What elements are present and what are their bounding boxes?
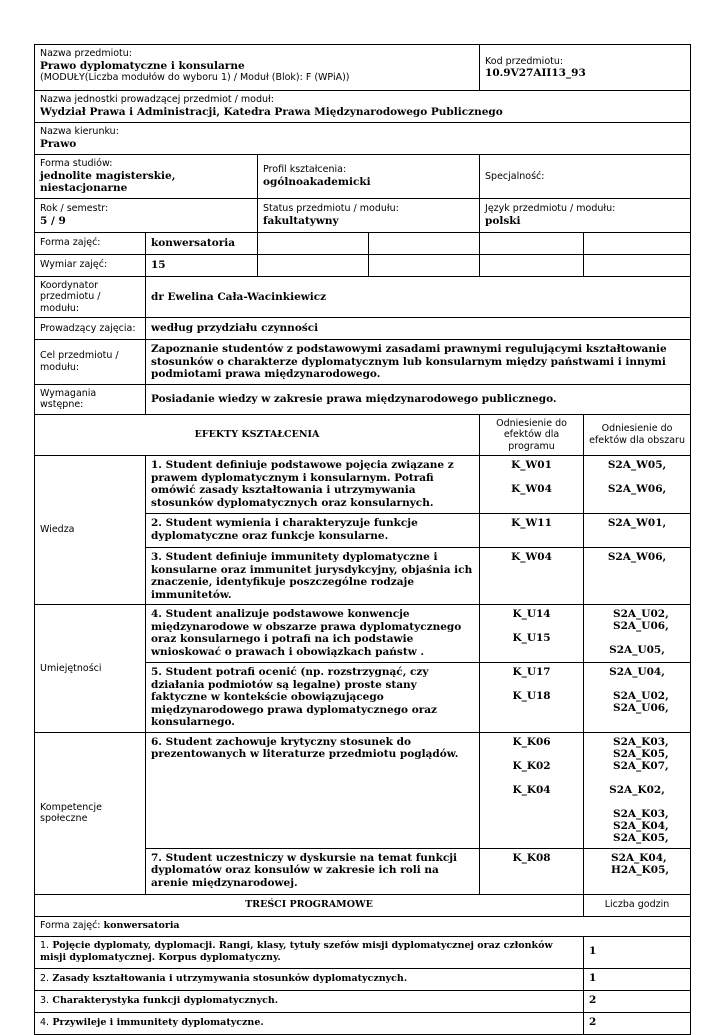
area-code: S2A_K04, H2A_K05, — [611, 851, 670, 876]
classes-row — [35, 232, 691, 254]
code-value: 10.9V27AII13_93 — [485, 67, 586, 79]
content-item-row — [35, 968, 691, 990]
content-item-hours: 1 — [584, 936, 691, 968]
hours-empty-3 — [480, 254, 584, 276]
content-hours-col: Liczba godzin — [584, 894, 691, 916]
effect-category-knowledge: Wiedza — [35, 456, 146, 605]
area-code: S2A_W01, — [607, 517, 667, 529]
profile-label: Profil kształcenia: — [263, 164, 347, 176]
area-code: S2A_W06, — [607, 551, 667, 563]
area-code: S2A_U05, — [609, 644, 665, 656]
spec-label: Specjalność: — [485, 170, 545, 182]
area-code: S2A_K03, S2A_K05, S2A_K07, — [613, 735, 669, 772]
unit-cell — [35, 91, 691, 123]
content-item — [35, 936, 584, 968]
form-value: jednolite magisterskie, niestacjonarne — [40, 169, 176, 194]
effect-area-codes — [584, 663, 691, 733]
status-value: fakultatywny — [263, 214, 339, 227]
program-code: K_K04 — [512, 783, 551, 796]
field-value: Prawo — [40, 137, 77, 150]
goal-label: Cel przedmiotu / modułu: — [35, 340, 146, 385]
unit-row — [35, 91, 691, 123]
effect-text: 2. Student wymienia i charakteryzuje funkcje dyplomatyczne oraz funkcje konsularne. — [146, 514, 480, 548]
hours-value: 15 — [146, 254, 258, 276]
content-form-row — [35, 916, 691, 936]
form-label: Forma studiów: — [40, 158, 113, 169]
profile-cell — [258, 155, 480, 199]
classes-empty-2 — [369, 232, 480, 254]
content-item — [35, 968, 584, 990]
effect-category-social: Kompetencje społeczne — [35, 732, 146, 894]
effect-text: 5. Student potrafi ocenić (np. rozstrzygnąć, czy działania podmiotów są legalne) proste stany faktyczne w kontekście obowiązującego międzynarodowego prawa dyplomatycznego oraz konsularnego. — [146, 663, 480, 733]
effect-area-codes — [584, 514, 691, 548]
unit-value: Wydział Prawa i Administracji, Katedra Prawa Międzynarodowego Publicznego — [40, 105, 503, 118]
program-code: K_K06 — [512, 735, 551, 748]
effects-title: EFEKTY KSZTAŁCENIA — [35, 414, 480, 456]
field-row — [35, 123, 691, 155]
content-item-hours: 1 — [584, 968, 691, 990]
program-code: K_K08 — [512, 851, 551, 864]
content-item-text: Przywileje i immunitety dyplomatyczne. — [52, 1017, 264, 1028]
content-item-number: 3. — [40, 995, 50, 1006]
effect-row — [35, 605, 691, 663]
goal-row — [35, 340, 691, 385]
effect-row — [35, 456, 691, 514]
content-item — [35, 990, 584, 1012]
effect-area-codes — [584, 848, 691, 894]
classes-empty-4 — [584, 232, 691, 254]
content-header-row — [35, 894, 691, 916]
effect-program-codes — [480, 732, 584, 848]
status-label: Status przedmiotu / modułu: — [263, 203, 399, 214]
hours-empty-4 — [584, 254, 691, 276]
syllabus-table — [34, 44, 691, 1035]
content-item-row — [35, 990, 691, 1012]
req-label: Wymagania wstępne: — [35, 384, 146, 414]
program-code: K_W11 — [511, 517, 552, 529]
year-value: 5 / 9 — [40, 214, 66, 227]
lang-value: polski — [485, 214, 521, 227]
teacher-value: według przydziału czynności — [146, 318, 691, 340]
subject-name: Prawo dyplomatyczne i konsularne — [40, 59, 245, 72]
effect-area-codes — [584, 548, 691, 605]
hours-empty-2 — [369, 254, 480, 276]
effect-row — [35, 732, 691, 848]
code-cell — [480, 45, 691, 91]
subject-cell — [35, 45, 480, 91]
area-code: S2A_U02, S2A_U06, — [613, 608, 669, 632]
status-cell — [258, 198, 480, 232]
effect-text: 1. Student definiuje podstawowe pojęcia związane z prawem dyplomatycznym i konsularnym. Potrafi omówić zasady kształtowania i utrzymywania stosunków dyplomatycznych oraz konsularnych. — [146, 456, 480, 514]
program-code: K_W04 — [511, 551, 552, 563]
effect-category-skills: Umiejętności — [35, 605, 146, 733]
program-code: K_U14 — [512, 608, 551, 620]
teacher-label: Prowadzący zajęcia: — [35, 318, 146, 340]
effect-area-codes — [584, 605, 691, 663]
content-item-row — [35, 1012, 691, 1034]
hours-label: Wymiar zajęć: — [35, 254, 146, 276]
coord-row — [35, 276, 691, 318]
field-cell — [35, 123, 691, 155]
content-item-number: 4. — [40, 1017, 50, 1028]
year-row — [35, 198, 691, 232]
program-code: K_U17 — [512, 666, 551, 678]
coord-value: dr Ewelina Cała-Wacinkiewicz — [146, 276, 691, 318]
lang-cell — [480, 198, 691, 232]
hours-row — [35, 254, 691, 276]
program-code: K_K02 — [512, 759, 551, 772]
content-form-cell — [35, 916, 691, 936]
form-cell — [35, 155, 258, 199]
area-code: S2A_U02, S2A_U06, — [613, 690, 669, 714]
classes-empty-1 — [258, 232, 369, 254]
year-cell — [35, 198, 258, 232]
req-row — [35, 384, 691, 414]
syllabus-sheet — [34, 44, 690, 1035]
classes-value: konwersatoria — [146, 232, 258, 254]
content-item-row — [35, 936, 691, 968]
teacher-row — [35, 318, 691, 340]
program-code: K_W04 — [511, 483, 552, 495]
lang-label: Język przedmiotu / modułu: — [485, 203, 616, 214]
content-item-number: 2. — [40, 973, 50, 984]
field-label: Nazwa kierunku: — [40, 126, 119, 137]
area-code: S2A_W05, — [607, 459, 667, 471]
program-code: K_W01 — [511, 459, 552, 471]
hours-empty-1 — [258, 254, 369, 276]
effect-area-codes — [584, 456, 691, 514]
content-form-label: Forma zajęć: — [40, 920, 101, 931]
content-item-text: Pojęcie dyplomaty, dyplomacji. Rangi, klasy, tytuły szefów misji dyplomatycznej oraz członków misji dyplomatycznej. Korpus dyplomatyczny. — [40, 940, 553, 963]
area-code: S2A_K03, S2A_K04, S2A_K05, — [613, 807, 669, 844]
content-item-text: Zasady kształtowania i utrzymywania stosunków dyplomatycznych. — [52, 973, 408, 984]
effect-program-codes — [480, 605, 584, 663]
program-code: K_U18 — [512, 690, 551, 702]
year-label: Rok / semestr: — [40, 203, 109, 214]
effects-header-row — [35, 414, 691, 456]
spec-cell — [480, 155, 691, 199]
effect-text: 3. Student definiuje immunitety dyplomatyczne i konsularne oraz immunitet jurysdykcyjny, objaśnia ich znaczenie, identyfikuje poszczególne rodzaje immunitetów. — [146, 548, 480, 605]
content-item-hours: 2 — [584, 1012, 691, 1034]
program-code: K_U15 — [512, 632, 551, 644]
goal-value: Zapoznanie studentów z podstawowymi zasadami prawnymi regulującymi kształtowanie stosunków o charakterze dyplomatycznym lub konsularnym między państwami i innymi podmiotami prawa międzynarodowego. — [146, 340, 691, 385]
profile-value: ogólnoakademicki — [263, 175, 371, 188]
subject-row — [35, 45, 691, 91]
effects-col-area: Odniesienie do efektów dla obszaru — [584, 414, 691, 456]
effect-program-codes — [480, 548, 584, 605]
subject-module: (MODUŁY(Liczba modułów do wyboru 1) / Moduł (Blok): F (WPiA)) — [40, 71, 350, 83]
content-item-hours: 2 — [584, 990, 691, 1012]
effect-text: 7. Student uczestniczy w dyskursie na temat funkcji dyplomatów oraz konsulów w zakresie ich roli na arenie międzynarodowej. — [146, 848, 480, 894]
unit-label: Nazwa jednostki prowadzącej przedmiot / moduł: — [40, 94, 274, 105]
effect-program-codes — [480, 514, 584, 548]
effect-program-codes — [480, 663, 584, 733]
classes-label: Forma zajęć: — [35, 232, 146, 254]
form-row — [35, 155, 691, 199]
subject-label: Nazwa przedmiotu: — [40, 48, 132, 59]
area-code: S2A_U04, — [609, 666, 665, 678]
content-item-number: 1. — [40, 940, 50, 951]
effect-text: 6. Student zachowuje krytyczny stosunek do prezentowanych w literaturze przedmiotu poglądów. — [146, 732, 480, 848]
area-code: S2A_K02, — [609, 783, 665, 796]
effect-text: 4. Student analizuje podstawowe konwencje międzynarodowe w obszarze prawa dyplomatycznego oraz konsularnego i potrafi na ich podstawie wnioskować o prawach i obowiązkach państw . — [146, 605, 480, 663]
req-value: Posiadanie wiedzy w zakresie prawa międzynarodowego publicznego. — [146, 384, 691, 414]
coord-label: Koordynator przedmiotu / modułu: — [35, 276, 146, 318]
content-item — [35, 1012, 584, 1034]
effect-program-codes — [480, 456, 584, 514]
content-item-text: Charakterystyka funkcji dyplomatycznych. — [52, 995, 279, 1006]
classes-empty-3 — [480, 232, 584, 254]
area-code: S2A_W06, — [607, 483, 667, 495]
content-title: TREŚCI PROGRAMOWE — [35, 894, 584, 916]
effect-program-codes — [480, 848, 584, 894]
content-form-value: konwersatoria — [103, 920, 180, 931]
effects-col-program: Odniesienie do efektów dla programu — [480, 414, 584, 456]
code-label: Kod przedmiotu: — [485, 55, 564, 67]
effect-area-codes — [584, 732, 691, 848]
